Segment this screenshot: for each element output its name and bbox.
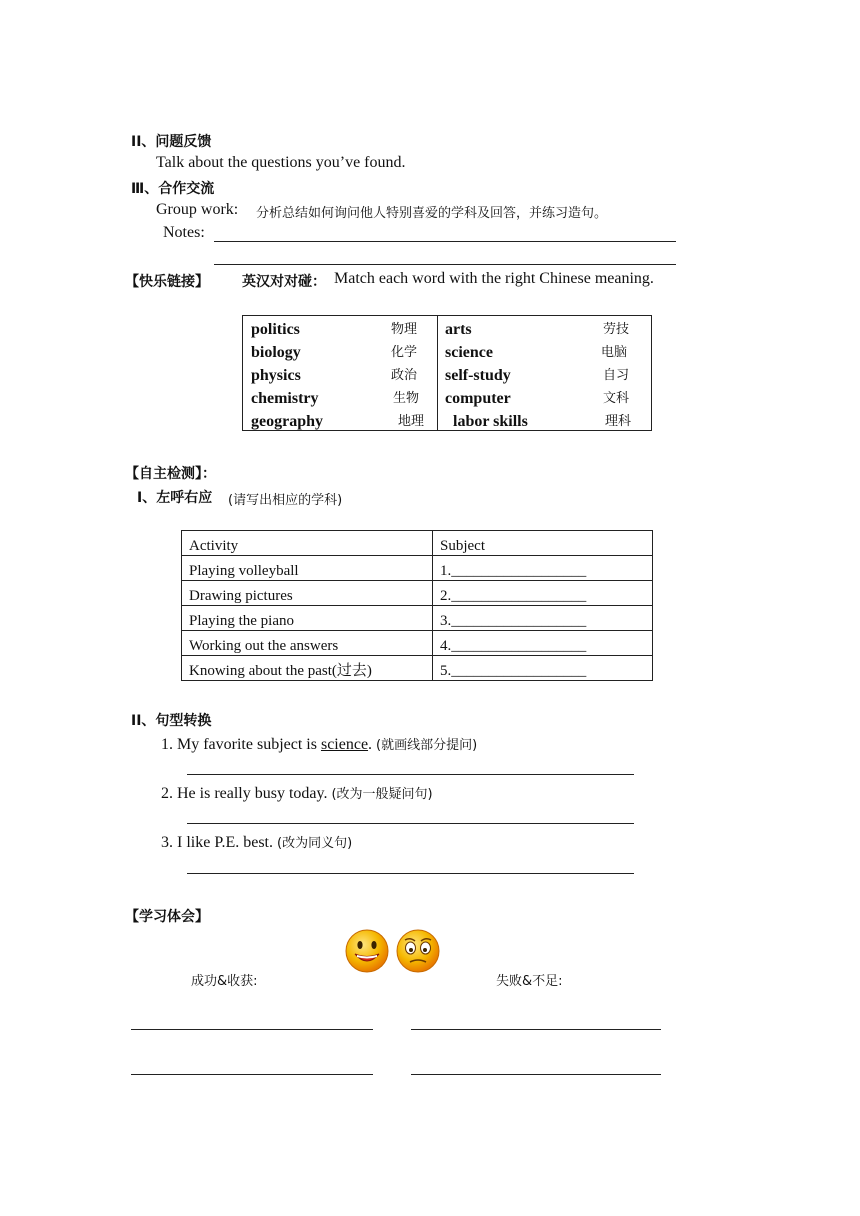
match-word: physics: [251, 367, 301, 384]
question-1: [161, 734, 477, 754]
subject-blank[interactable]: 5.__________________: [433, 656, 653, 681]
reflection-title: 【学习体会】: [125, 909, 209, 925]
match-row-left: [251, 410, 431, 433]
failure-line-2[interactable]: [411, 1074, 661, 1075]
part1-note: (请写出相应的学科): [228, 493, 343, 508]
success-label: 成功&收获:: [191, 974, 258, 989]
question-1-suffix: .: [368, 736, 373, 753]
match-cn: 政治: [391, 368, 418, 383]
match-word: biology: [251, 344, 301, 361]
question-1-note: (就画线部分提问): [376, 738, 478, 753]
match-cn: 自习: [603, 368, 630, 383]
notes-line-1[interactable]: [214, 241, 676, 242]
question-2-text: 2. He is really busy today.: [161, 785, 328, 802]
link-subtitle: 英汉对对碰：: [242, 274, 326, 290]
subject-blank[interactable]: 4.__________________: [433, 631, 653, 656]
table-row: [182, 556, 653, 581]
match-row-right: [445, 341, 645, 364]
match-row-left: [251, 341, 431, 364]
match-cn: 理科: [605, 414, 632, 429]
question-3: [161, 832, 352, 852]
subject-blank[interactable]: 2.__________________: [433, 581, 653, 606]
question-3-text: 3. I like P.E. best.: [161, 834, 273, 851]
failure-line-1[interactable]: [411, 1029, 661, 1030]
match-word: politics: [251, 321, 300, 338]
activity-cell: Playing volleyball: [182, 556, 433, 581]
answer-line-3[interactable]: [187, 873, 634, 874]
match-word: science: [445, 344, 493, 361]
group-work-label: Group work:: [156, 201, 239, 218]
match-table: [242, 315, 652, 431]
match-cn: 化学: [391, 345, 418, 360]
activity-table: [181, 530, 653, 681]
subject-blank[interactable]: 1.__________________: [433, 556, 653, 581]
answer-line-2[interactable]: [187, 823, 634, 824]
match-word: labor skills: [453, 413, 528, 430]
table-row: [182, 581, 653, 606]
match-row-right: [445, 387, 645, 410]
happy-face-icon: [344, 928, 390, 974]
match-row-left: [251, 364, 431, 387]
match-cn: 电脑: [601, 345, 628, 360]
activity-cell: Playing the piano: [182, 606, 433, 631]
question-1-prefix: 1. My favorite subject is: [161, 736, 321, 753]
question-1-underlined: science: [320, 736, 369, 753]
activity-cell: Knowing about the past(过去): [182, 656, 433, 681]
match-cn: 地理: [398, 414, 425, 429]
question-2-note: (改为一般疑问句): [331, 787, 433, 802]
match-cn: 物理: [391, 322, 418, 337]
part2-title: II、句型转换: [131, 713, 212, 729]
table-row: [182, 606, 653, 631]
table-header-row: [182, 531, 653, 556]
section-2-body: Talk about the questions you’ve found.: [156, 154, 406, 171]
question-2: [161, 783, 433, 803]
match-word: self-study: [445, 367, 511, 384]
header-subject: Subject: [433, 531, 653, 556]
check-title: 【自主检测】：: [125, 466, 216, 482]
activity-cell: Drawing pictures: [182, 581, 433, 606]
match-cn: 文科: [603, 391, 630, 406]
match-row-right: [445, 364, 645, 387]
failure-label: 失败&不足:: [496, 974, 563, 989]
group-work-text: 分析总结如何询问他人特别喜爱的学科及回答，并练习造句。: [256, 206, 608, 221]
success-line-1[interactable]: [131, 1029, 373, 1030]
match-row-right: [453, 410, 653, 433]
match-cn: 生物: [393, 391, 420, 406]
part1-title: I、左呼右应: [137, 490, 213, 506]
success-line-2[interactable]: [131, 1074, 373, 1075]
match-word: arts: [445, 321, 472, 338]
header-activity: Activity: [182, 531, 433, 556]
table-row: [182, 656, 653, 681]
match-cn: 劳技: [603, 322, 630, 337]
match-row-left: [251, 387, 431, 410]
table-row: [182, 631, 653, 656]
notes-line-2[interactable]: [214, 264, 676, 265]
match-word: chemistry: [251, 390, 319, 407]
notes-label: Notes:: [163, 224, 205, 241]
link-title: 【快乐链接】: [125, 274, 209, 290]
section-3-title: Ⅲ、合作交流: [131, 181, 215, 197]
match-word: geography: [251, 413, 323, 430]
match-divider: [437, 316, 438, 430]
match-word: computer: [445, 390, 511, 407]
question-3-note: (改为同义句): [277, 836, 353, 851]
subject-blank[interactable]: 3.__________________: [433, 606, 653, 631]
worried-face-icon: [395, 928, 441, 974]
section-2-title: II、问题反馈: [131, 134, 212, 150]
link-instruction: Match each word with the right Chinese meaning.: [334, 270, 654, 287]
activity-cell: Working out the answers: [182, 631, 433, 656]
match-row-right: [445, 318, 645, 341]
answer-line-1[interactable]: [187, 774, 634, 775]
match-row-left: [251, 318, 431, 341]
